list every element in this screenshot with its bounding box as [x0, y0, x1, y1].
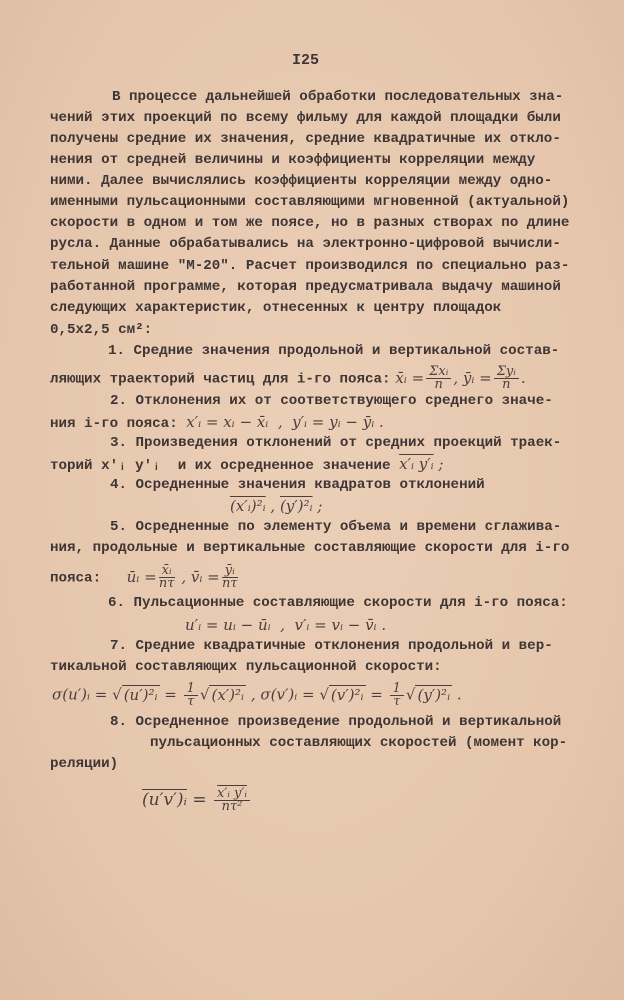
f-part: (v′)²ᵢ — [330, 685, 364, 704]
denominator: nτ — [221, 576, 238, 591]
text: пояса: — [50, 570, 102, 587]
f-part: x̄ᵢ = — [395, 368, 425, 387]
numerator: 1 — [390, 683, 404, 696]
formula-means — [391, 364, 526, 392]
list-item-5: 5. Осредненные по элементу объема и времени сглажива- — [110, 519, 562, 535]
f-part: , ȳᵢ = — [453, 368, 492, 387]
list-item-3: 3. Произведения отклонений от средних проекций траек- — [110, 435, 562, 451]
f-part: (y′)²ᵢ — [417, 685, 451, 704]
list-item-8: 8. Осредненное произведение продольной и вертикальной — [110, 714, 562, 730]
f-part: . — [452, 685, 462, 704]
list-item-5-cont: ния, продольные и вертикальные составляющие скорости для i-го — [50, 540, 570, 556]
f-part: (x′)²ᵢ — [211, 685, 245, 704]
list-item-8-cont2: реляции) — [50, 756, 119, 772]
f-part: √ — [405, 685, 416, 704]
fraction — [184, 683, 198, 708]
list-item-7-cont: тикальной составляющих пульсационной скорости: — [50, 659, 442, 675]
denominator: nτ — [158, 576, 175, 591]
f-part: , v̄ᵢ = — [176, 567, 220, 586]
fraction — [390, 683, 404, 708]
list-item-7: 7. Средние квадратичные отклонения продольной и вер- — [110, 638, 553, 654]
f-part: = — [186, 790, 213, 810]
f-part: (u′v′)ᵢ — [142, 790, 187, 810]
paragraph-line: ними. Далее вычислялись коэффициенты корреляции между одно- — [50, 173, 553, 189]
fraction — [494, 366, 519, 391]
numerator: 1 — [184, 683, 198, 696]
list-item-2-cont — [50, 412, 384, 434]
formula-std-dev — [52, 683, 462, 708]
list-item-2: 2. Отклонения их от соответствующего среднего значе- — [110, 393, 553, 409]
numerator: Σxᵢ — [426, 366, 451, 379]
list-item-1-cont — [50, 366, 526, 391]
f-part: , σ(v′)ᵢ = √ — [246, 685, 329, 704]
f-part: √ — [199, 685, 210, 704]
fraction — [222, 565, 238, 590]
denominator: nτ² — [221, 799, 243, 814]
page-number: I25 — [292, 52, 320, 69]
formula-correlation-moment — [142, 788, 252, 813]
paragraph-line: 0,5x2,5 см²: — [50, 322, 153, 338]
list-item-1: 1. Средние значения продольной и вертикальной состав- — [108, 343, 560, 359]
f-part: (y′)²ᵢ — [279, 497, 313, 515]
numerator: Σyᵢ — [494, 366, 519, 379]
paragraph-line: получены средние их значения, средние квадратичные их откло- — [50, 131, 561, 147]
paragraph-line: тельной машине "М-20". Расчет производился по специально раз- — [50, 258, 570, 274]
f-part: ; — [433, 455, 444, 473]
paragraph-line: русла. Данные обрабатывались на электронно-цифровой вычисли- — [50, 236, 561, 252]
formula-velocities — [126, 563, 240, 591]
f-part: (u′)²ᵢ — [123, 685, 158, 704]
denominator: τ — [187, 694, 195, 709]
text: торий x′ᵢ y′ᵢ и их осредненное значение — [50, 458, 391, 474]
f-part: , — [265, 497, 280, 515]
paragraph-line: чений этих проекций по всему фильму для каждой площадки были — [50, 110, 561, 126]
numerator: ȳᵢ — [222, 565, 238, 578]
f-part: ūᵢ = — [126, 567, 157, 586]
list-item-4: 4. Осредненные значения квадратов отклонений — [110, 477, 485, 493]
denominator: n — [434, 377, 443, 392]
f-part: . — [520, 368, 526, 387]
f-part: (x′ᵢ)²ᵢ — [230, 497, 266, 515]
paragraph-line: нения от средней величины и коэффициенты корреляции между — [50, 152, 536, 168]
denominator: τ — [393, 694, 401, 709]
f-part: ; — [312, 497, 323, 515]
text: ляющих траекторий частиц для i-го пояса: — [50, 371, 391, 388]
list-item-5-cont2 — [50, 565, 240, 590]
denominator: n — [502, 377, 511, 392]
formula-product-mean: x′ᵢ y′ᵢ — [399, 455, 434, 473]
formula-pulsations: u′ᵢ = uᵢ − ūᵢ , v′ᵢ = vᵢ − v̄ᵢ . — [185, 616, 387, 634]
formula-squares — [230, 496, 322, 518]
paragraph-line: скорости в одном и том же поясе, но в разных створах по длине — [50, 215, 570, 231]
fraction — [214, 788, 250, 813]
fraction — [426, 366, 451, 391]
f-part: σ(u′)ᵢ = √ — [52, 685, 122, 704]
numerator: x′ᵢ y′ᵢ — [214, 788, 250, 801]
f-part: = — [159, 685, 182, 704]
list-item-6: 6. Пульсационные составляющие скорости для i-го пояса: — [108, 595, 568, 611]
formula-deviations: x′ᵢ = xᵢ − x̄ᵢ , y′ᵢ = yᵢ − ȳᵢ . — [186, 413, 384, 431]
fraction — [159, 565, 175, 590]
f-part: = — [365, 685, 388, 704]
list-item-8-cont: пульсационных составляющих скоростей (момент кор- — [150, 735, 568, 751]
numerator: x̄ᵢ — [159, 565, 175, 578]
text: ния i-го пояса: — [50, 416, 178, 432]
paragraph-line: работанной программе, которая предусматривала выдачу машиной — [50, 279, 561, 295]
paragraph-line: следующих характеристик, отнесенных к центру площадок — [50, 300, 502, 316]
list-item-3-cont — [50, 454, 443, 476]
paragraph-line: именными пульсационными составляющими мгновенной (актуальной) — [50, 194, 570, 210]
paragraph-line: В процессе дальнейшей обработки последовательных зна- — [112, 89, 564, 105]
